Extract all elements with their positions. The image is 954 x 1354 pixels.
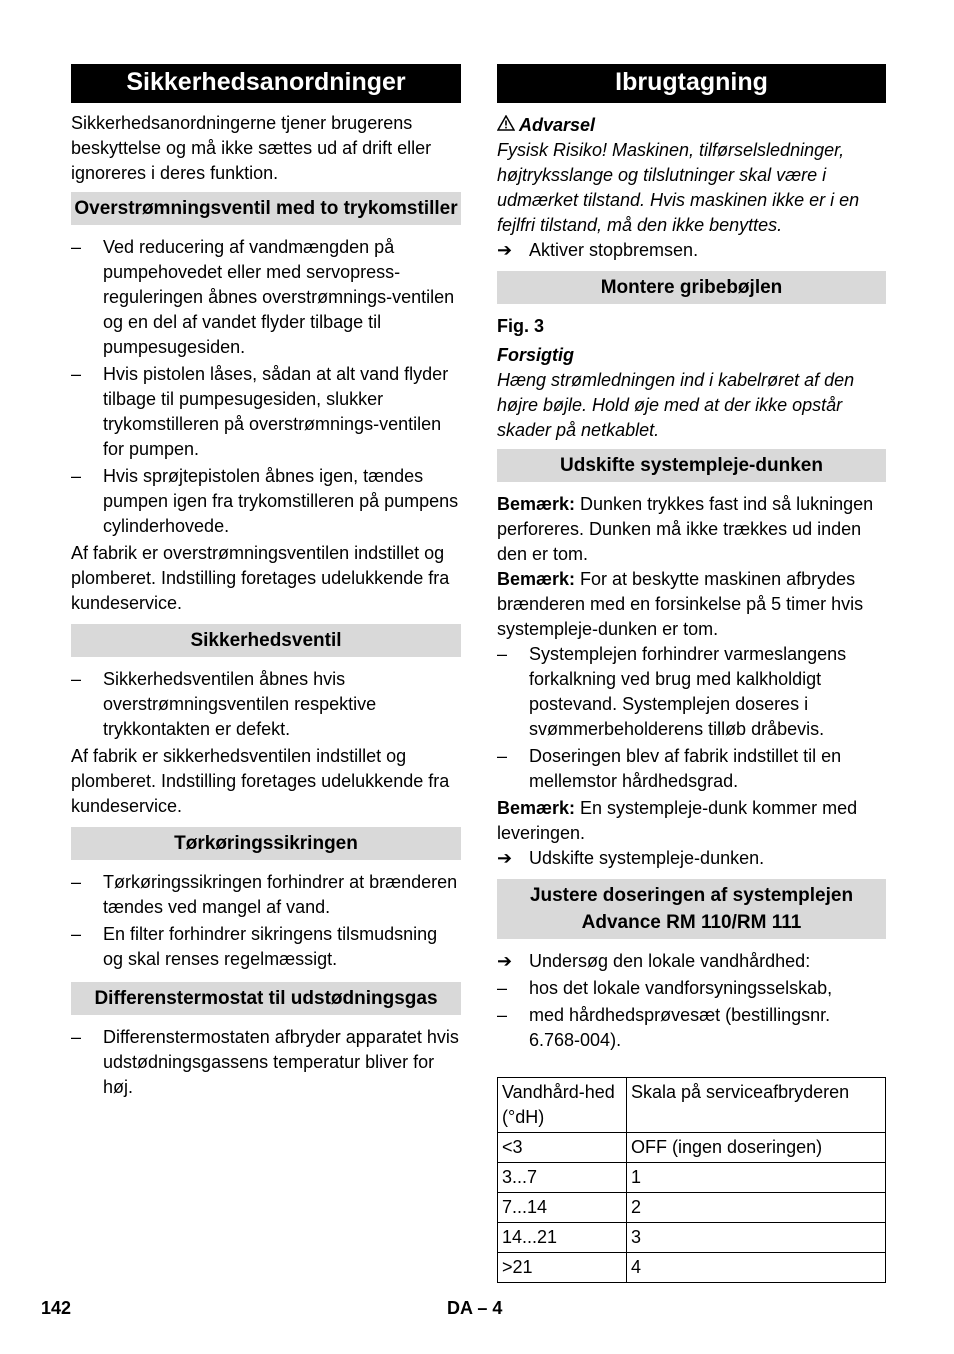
subheading-exhaust-thermostat: Differenstermostat til udstødningsgas [71,982,461,1015]
dash-bullet: – [71,1027,82,1047]
table-cell: 7...14 [498,1193,627,1223]
table-row [498,1193,886,1223]
table-cell: 4 [627,1253,886,1283]
table-cell: 3...7 [498,1163,627,1193]
caution-text: Hæng strømledningen ind i kabelrøret af den højre bøjle. Hold øje med at der ikke opstår skader på netkablet. [497,370,855,440]
list-item: – Sikkerhedsventilen åbnes hvis overstrømningsventilen respektive trykkontakten er defekt. [71,669,377,739]
list-item: – Tørkøringssikringen forhindrer at brænderen tændes ved mangel af vand. [71,872,458,917]
dash-bullet: – [71,669,82,689]
dash-bullet: – [497,1005,508,1025]
table-cell: >21 [498,1253,627,1283]
table-row [498,1133,886,1163]
dash-bullet: – [497,978,508,998]
table-cell: 2 [627,1193,886,1223]
table-cell: 14...21 [498,1223,627,1253]
dash-bullet: – [71,466,82,486]
list-item: – Doseringen blev af fabrik indstillet til en mellemstor hårdhedsgrad. [497,746,842,791]
section-heading-startup: Ibrugtagning [497,64,886,103]
subheading-replace-canister: Udskifte systempleje-dunken [497,449,886,482]
table-cell: 3 [627,1223,886,1253]
left-column [71,64,461,1102]
list-item: – Systemplejen forhindrer varmeslangens forkalkning ved brug med kalkholdigt postevand. Systemplejen doseres i svømmerbeholderens tilløb dråbevis. [497,644,847,739]
safety-valve-note: Af fabrik er sikkerhedsventilen indstillet og plomberet. Indstilling foretages udelukkende fra kundeservice. [71,746,450,816]
dash-bullet: – [497,644,508,664]
action-step: ➔ Undersøg den lokale vandhårdhed: [497,949,886,974]
warning-text: Fysisk Risiko! Maskinen, tilførselsledninger, højtryksslange og tilslutninger skal være i udmærket tilstand. Hvis maskinen ikke er i en fejlfri tilstand, må den ikke benyttes. [497,140,860,235]
figure-reference: Fig. 3 [497,316,545,336]
table-cell: 1 [627,1163,886,1193]
table-header-cell: Vandhård-hed (°dH) [498,1078,627,1133]
action-step: ➔ Aktiver stopbremsen. [497,238,886,263]
arrow-right-icon: ➔ [497,951,513,971]
dash-bullet: – [71,924,82,944]
list-item: – hos det lokale vandforsyningsselskab, [497,976,886,1001]
note-paragraph: Bemærk: For at beskytte maskinen afbrydes brænderen med en forsinkelse på 5 timer hvis systempleje-dunken er tom. [497,569,864,639]
table-header-row [498,1078,886,1133]
warning-triangle-icon [497,113,519,138]
list-item: – med hårdhedsprøvesæt (bestillingsnr. 6.768-004). [497,1005,831,1050]
table-row [498,1223,886,1253]
caution-heading: Forsigtig [497,345,574,365]
dash-bullet: – [71,237,82,257]
dash-bullet: – [497,746,508,766]
section-footer: DA – 4 [447,1298,503,1318]
action-step: ➔ Udskifte systempleje-dunken. [497,846,886,871]
table-header-cell: Skala på serviceafbryderen [627,1078,886,1133]
subheading-overflow-valve: Overstrømningsventil med to trykomstiller [71,192,461,225]
warning-heading: Advarsel [497,113,886,138]
section-heading-safety: Sikkerhedsanordninger [71,64,461,103]
dash-bullet: – [71,364,82,384]
subheading-adjust-dosing: Justere doseringen af systemplejen Advance RM 110/RM 111 [497,879,886,939]
list-item: – En filter forhindrer sikringens tilsmudsning og skal renses regelmæssigt. [71,924,438,969]
list-item: – Hvis pistolen låses, sådan at alt vand flyder tilbage til pumpesugesiden, slukker trykomstilleren på overstrømnings-ventilen for pumpen. [71,364,449,459]
subheading-safety-valve: Sikkerhedsventil [71,624,461,657]
note-paragraph: Bemærk: En systempleje-dunk kommer med leveringen. [497,798,858,843]
list-item: – Differenstermostaten afbryder apparatet hvis udstødningsgassens temperatur bliver for høj. [71,1027,459,1097]
subheading-dry-run: Tørkøringssikringen [71,827,461,860]
note-paragraph: Bemærk: Dunken trykkes fast ind så lukningen perforeres. Dunken må ikke trækkes ud inden den er tom. [497,494,874,564]
overflow-valve-note: Af fabrik er overstrømningsventilen indstillet og plomberet. Indstilling foretages udelukkende fra kundeservice. [71,543,450,613]
dash-bullet: – [71,872,82,892]
table-row [498,1163,886,1193]
water-hardness-table [497,1077,886,1283]
subheading-handle: Montere gribebøjlen [497,271,886,304]
page-number: 142 [41,1298,72,1318]
list-item: – Hvis sprøjtepistolen åbnes igen, tændes pumpen igen fra trykomstilleren på pumpens cylinderhovede. [71,466,459,536]
table-cell: OFF (ingen doseringen) [627,1133,886,1163]
arrow-right-icon: ➔ [497,240,513,260]
safety-intro: Sikkerhedsanordningerne tjener brugerens beskyttelse og må ikke sættes ud af drift eller ignoreres i deres funktion. [71,113,432,183]
table-cell: <3 [498,1133,627,1163]
right-column [497,64,886,1283]
table-row [498,1253,886,1283]
arrow-right-icon: ➔ [497,848,513,868]
list-item: – Ved reducering af vandmængden på pumpehovedet eller med servopress-reguleringen åbnes overstrømnings-ventilen og en del af vandet flyder tilbage til pumpesugesiden. [71,237,455,357]
